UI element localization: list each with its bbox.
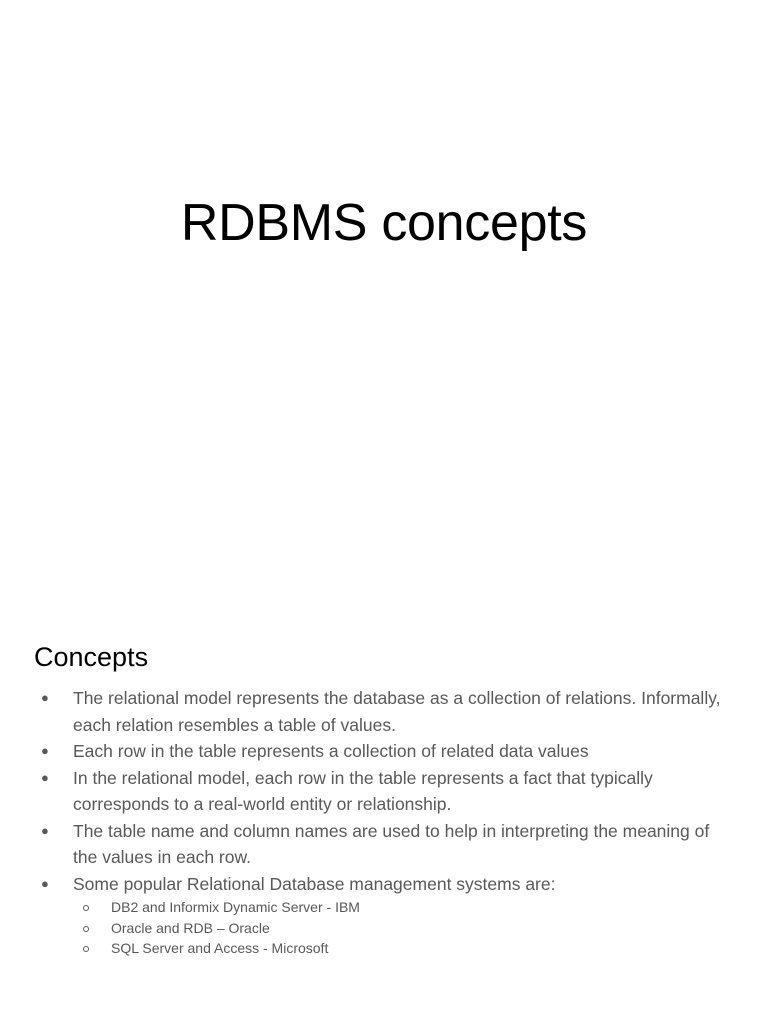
bullet-dot-icon: ●	[41, 875, 49, 891]
bullet-item	[0, 738, 768, 765]
bullet-item	[0, 765, 768, 818]
hollow-circle-icon	[83, 905, 89, 911]
hollow-circle-icon	[83, 946, 89, 952]
sub-bullet-list	[73, 897, 728, 959]
concepts-slide	[0, 612, 768, 1024]
bullet-dot-icon: ●	[41, 769, 49, 785]
bullet-item	[0, 818, 768, 871]
bullet-item	[0, 871, 768, 959]
sub-bullet-text: Oracle and RDB – Oracle	[111, 919, 270, 936]
bullet-text: In the relational model, each row in the table represents a fact that typically corresponds to a real-world entity or relationship.	[73, 767, 653, 814]
bullet-text: The relational model represents the database as a collection of relations. Informally, each relation resembles a table of values.	[73, 688, 721, 735]
bullet-text: Each row in the table represents a collection of related data values	[73, 741, 589, 761]
concepts-heading: Concepts	[34, 642, 149, 672]
sub-bullet-text: DB2 and Informix Dynamic Server - IBM	[111, 899, 360, 915]
bullet-item	[0, 685, 768, 738]
bullet-text: Some popular Relational Database management systems are:	[73, 873, 556, 894]
slide-title: RDBMS concepts	[180, 194, 588, 252]
bullet-dot-icon: ●	[41, 743, 49, 758]
sub-bullet-item	[73, 938, 728, 959]
bullet-dot-icon: ●	[41, 822, 49, 838]
bullet-dot-icon: ●	[41, 690, 49, 705]
bullet-list	[0, 685, 768, 959]
bullet-text: The table name and column names are used to help in interpreting the meaning of the values in each row.	[73, 820, 710, 867]
sub-bullet-item	[73, 918, 728, 939]
sub-bullet-item	[73, 897, 728, 918]
hollow-circle-icon	[83, 926, 89, 932]
sub-bullet-text: SQL Server and Access - Microsoft	[111, 940, 329, 956]
